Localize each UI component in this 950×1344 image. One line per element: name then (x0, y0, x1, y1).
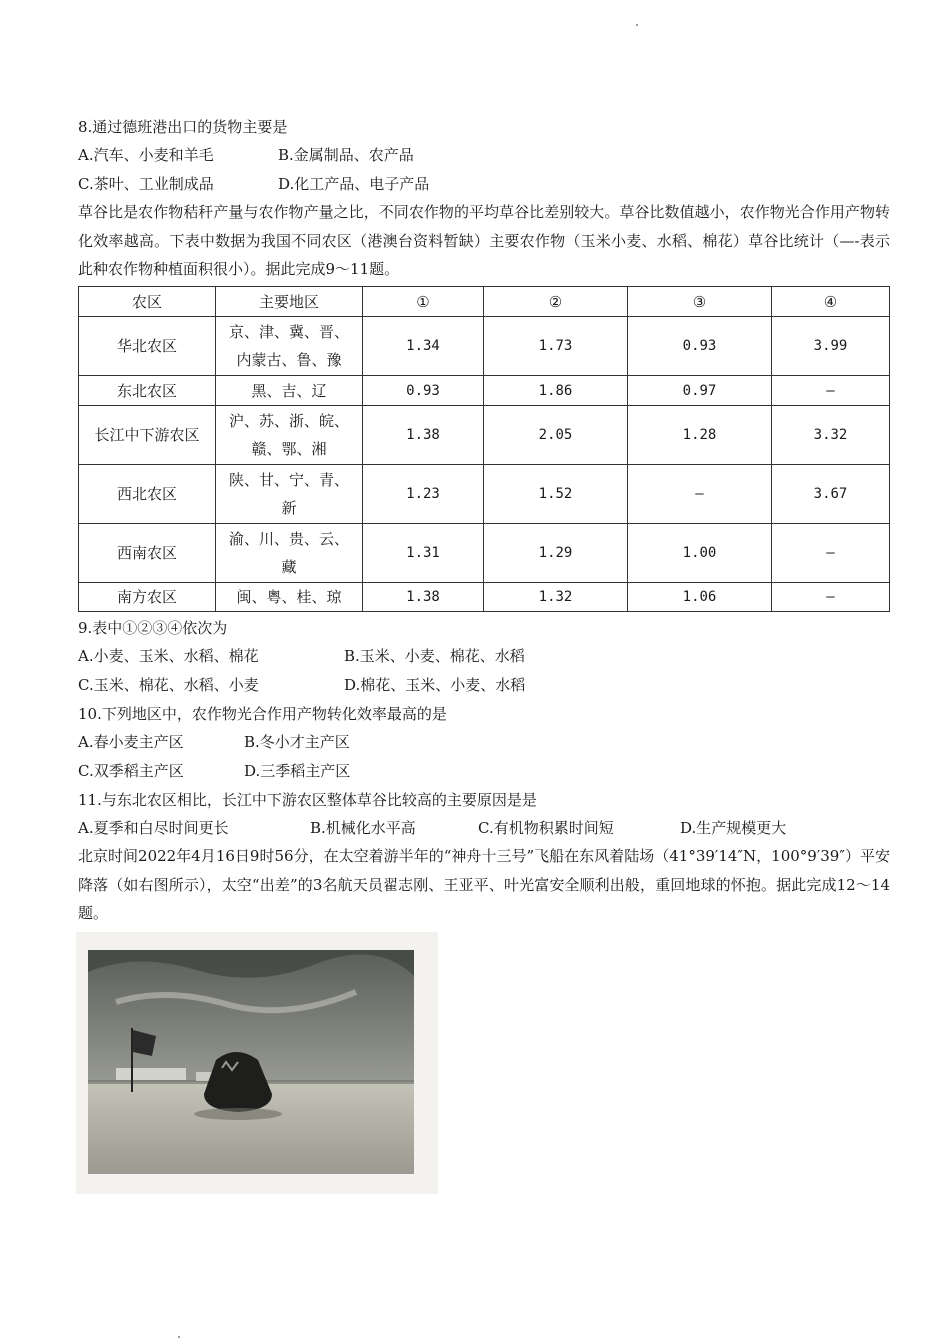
regions-cell (216, 317, 363, 376)
value-cell: 1.38 (363, 583, 484, 612)
table-row (79, 406, 890, 465)
header-regions: 主要地区 (216, 287, 363, 317)
header-crop-4: ④ (772, 287, 890, 317)
q10-stem: 10.下列地区中，农作物光合作用产物转化效率最高的是 (78, 705, 447, 723)
zone-cell: 华北农区 (79, 317, 216, 376)
table-header-row (79, 287, 890, 317)
straw-grain-ratio-table (78, 286, 890, 612)
regions-line: 渝、川、贵、云、 (228, 530, 349, 548)
value-cell: 1.06 (628, 583, 772, 612)
q9-option-c: C.玉米、棉花、水稻、小麦 (78, 676, 259, 694)
value-cell: 0.93 (363, 376, 484, 406)
q10-option-b: B.冬小才主产区 (244, 733, 350, 751)
q8-option-b: B.金属制品、农产品 (278, 146, 414, 164)
regions-line: 陕、甘、宁、青、 (228, 471, 349, 489)
q8-option-a: A.汽车、小麦和羊毛 (78, 146, 214, 164)
value-cell: 3.32 (772, 406, 890, 465)
zone-cell: 西南农区 (79, 524, 216, 583)
table-row (79, 524, 890, 583)
intro-paragraph-12-14: 北京时间2022年4月16日9时56分，在太空着游半年的“神舟十三号”飞船在东风着陆场（41°39′14″N，100°9′39″）平安降落（如右图所示），太空“出差”的3名航天员翟志刚、王亚平、叶光富安全顺利出般，重回地球的怀抱。据此完成12～14题。 (78, 847, 890, 922)
vehicles (116, 1068, 186, 1080)
intro-paragraph-9-11: 草谷比是农作物秸秆产量与农作物产量之比，不同农作物的平均草谷比差别较大。草谷比数值越小，农作物光合作用产物转化效率越高。下表中数据为我国不同农区（港澳台资料暂缺）主要农作物（玉米小麦、水稻、棉花）草谷比统计（—-表示此种农作物种植面积很小）。据此完成9～11题。 (78, 203, 890, 278)
regions-cell (216, 524, 363, 583)
q11-option-c: C.有机物积累时间短 (478, 819, 614, 837)
value-cell: 2.05 (484, 406, 628, 465)
value-cell: 1.31 (363, 524, 484, 583)
q9-stem: 9.表中①②③④依次为 (78, 619, 228, 637)
zone-cell: 南方农区 (79, 583, 216, 612)
regions-line: 藏 (281, 558, 297, 576)
q11-option-b: B.机械化水平高 (310, 819, 416, 837)
value-cell: 0.97 (628, 376, 772, 406)
value-cell: 1.34 (363, 317, 484, 376)
value-cell: 1.28 (628, 406, 772, 465)
q10-option-d: D.三季稻主产区 (244, 762, 351, 780)
q11-option-a: A.夏季和白尽时间更长 (78, 819, 229, 837)
regions-line: 京、津、冀、晋、 (228, 323, 349, 341)
scan-speck (178, 1336, 180, 1338)
q9-option-b: B.玉米、小麦、棉花、水稻 (344, 647, 525, 665)
regions-line: 内蒙古、鲁、豫 (236, 351, 342, 369)
value-cell: 1.38 (363, 406, 484, 465)
value-cell: 1.29 (484, 524, 628, 583)
zone-cell: 长江中下游农区 (79, 406, 216, 465)
table-row (79, 317, 890, 376)
q9-option-d: D.棉花、玉米、小麦、水稻 (344, 676, 526, 694)
value-cell: — (772, 524, 890, 583)
value-cell: 3.67 (772, 465, 890, 524)
table-row (79, 465, 890, 524)
q8-option-d: D.化工产品、电子产品 (278, 175, 430, 193)
q8-option-c: C.茶叶、工业制成品 (78, 175, 214, 193)
regions-line: 新 (281, 499, 297, 517)
regions-line: 赣、鄂、湘 (251, 440, 327, 458)
value-cell: 3.99 (772, 317, 890, 376)
header-crop-3: ③ (628, 287, 772, 317)
q11-stem: 11.与东北农区相比，长江中下游农区整体草谷比较高的主要原因是是 (78, 791, 537, 809)
q9-option-a: A.小麦、玉米、水稻、棉花 (78, 647, 259, 665)
capsule-landing-photo (76, 932, 438, 1194)
value-cell: 1.00 (628, 524, 772, 583)
value-cell: — (772, 376, 890, 406)
value-cell: 1.32 (484, 583, 628, 612)
capsule-landing-illustration (76, 932, 438, 1194)
q8-stem: 8.通过德班港出口的货物主要是 (78, 118, 288, 136)
q10-option-a: A.春小麦主产区 (78, 733, 184, 751)
scan-speck (636, 24, 638, 26)
value-cell: 1.52 (484, 465, 628, 524)
header-crop-1: ① (363, 287, 484, 317)
regions-cell: 黑、吉、辽 (216, 376, 363, 406)
q11-option-d: D.生产规模更大 (680, 819, 787, 837)
zone-cell: 西北农区 (79, 465, 216, 524)
zone-cell: 东北农区 (79, 376, 216, 406)
value-cell: 1.23 (363, 465, 484, 524)
value-cell: — (772, 583, 890, 612)
value-cell: 1.73 (484, 317, 628, 376)
header-crop-2: ② (484, 287, 628, 317)
table-row (79, 376, 890, 406)
header-zone: 农区 (79, 287, 216, 317)
regions-cell (216, 465, 363, 524)
regions-cell (216, 406, 363, 465)
regions-cell: 闽、粤、桂、琼 (216, 583, 363, 612)
value-cell: 1.86 (484, 376, 628, 406)
value-cell: — (628, 465, 772, 524)
value-cell: 0.93 (628, 317, 772, 376)
regions-line: 沪、苏、浙、皖、 (228, 412, 349, 430)
q10-option-c: C.双季稻主产区 (78, 762, 184, 780)
table-row (79, 583, 890, 612)
